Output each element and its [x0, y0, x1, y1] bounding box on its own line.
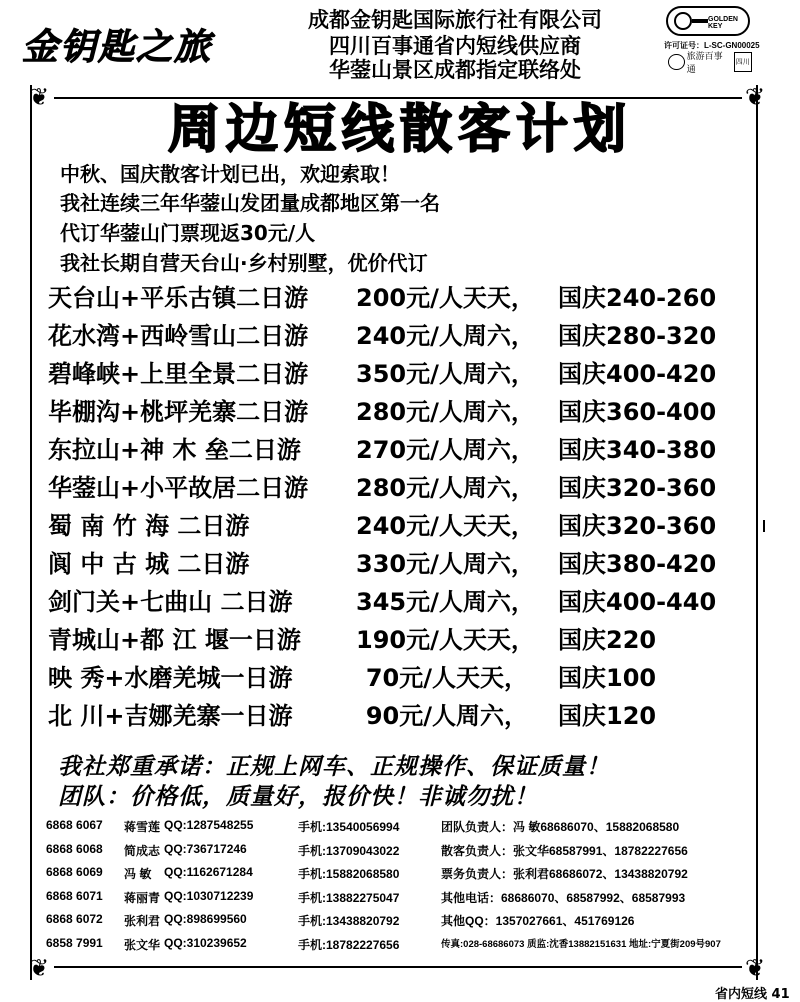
trip-row: [48, 622, 768, 658]
trip-price: 240元/人天天，: [356, 512, 535, 540]
trip-price: 330元/人周六，: [356, 550, 535, 578]
contact-mobile: 手机:13882275047: [298, 890, 400, 905]
contact-mobile: 手机:13438820792: [298, 914, 400, 929]
trip-price: 200元/人天天，: [356, 284, 535, 312]
intro-line: 中秋、国庆散客计划已出，欢迎索取！: [60, 162, 400, 186]
contact-name: 蒋丽青: [124, 890, 161, 905]
trip-row: [48, 394, 768, 430]
contact-row: [46, 862, 400, 886]
staff-contact-line: 票务负责人：张利君68686072、13438820792: [441, 867, 688, 882]
license-number: 许可证号：L-SC-GN00025: [664, 41, 760, 50]
contact-row: [46, 839, 400, 863]
key-icon: [674, 12, 692, 30]
staff-contact-line: 散客负责人：张文华68587991、18782227656: [441, 843, 688, 858]
trip-holiday-price: 国庆100: [558, 664, 657, 692]
contact-qq: QQ:736717246: [164, 841, 247, 856]
contact-row: [46, 933, 400, 957]
trip-route: 北 川+吉娜羌寨一日游: [48, 702, 293, 730]
intro-line: 我社连续三年华蓥山发团量成都地区第一名: [60, 191, 440, 215]
company-name: 成都金钥匙国际旅行社有限公司: [308, 8, 602, 32]
trip-holiday-price: 国庆400-440: [558, 588, 717, 616]
trip-holiday-price: 国庆380-420: [558, 550, 717, 578]
contact-name: 张利君: [124, 914, 161, 929]
trip-route: 青城山+都 江 堰一日游: [48, 626, 301, 654]
contact-mobile: 手机:13540056994: [298, 820, 400, 834]
trip-row: [48, 508, 768, 544]
contact-mobile: 手机:18782227656: [298, 937, 400, 952]
trip-row: [48, 584, 768, 620]
ornament-icon: ❦: [28, 954, 50, 982]
trip-holiday-price: 国庆360-400: [558, 398, 717, 426]
contact-extension: 6858 7991: [46, 935, 103, 950]
contact-name: 冯 敏: [124, 867, 152, 882]
staff-contact-line: 团队负责人：冯 敏68686070、15882068580: [441, 820, 680, 834]
ornament-icon: ❦: [744, 83, 766, 111]
contact-extension: 6868 6072: [46, 912, 103, 927]
partner-logo-text: 旅游百事通: [686, 52, 723, 75]
contact-qq: QQ:1287548255: [164, 818, 254, 832]
ornament-icon: ❦: [744, 954, 766, 982]
trip-price: 270元/人周六，: [356, 436, 535, 464]
trip-price: 280元/人周六，: [356, 474, 535, 502]
contact-name: 蒋雪莲: [124, 820, 161, 834]
contact-name: 简成志: [124, 843, 161, 858]
contact-qq: QQ:1030712239: [164, 888, 254, 903]
trip-price: 90元/人周六，: [365, 702, 528, 730]
trip-holiday-price: 国庆240-260: [558, 284, 717, 312]
company-subtitle: 华蓥山景区成都指定联络处: [329, 58, 581, 82]
trip-holiday-price: 国庆220: [558, 626, 657, 654]
trip-route: 碧峰峡+上里全景二日游: [48, 360, 309, 388]
trip-row: [48, 546, 768, 582]
trip-price: 345元/人周六，: [356, 588, 535, 616]
promise-line: 团队：价格低，质量好，报价快！非诚勿扰！: [58, 784, 538, 810]
divider: [54, 966, 742, 968]
trip-price: 280元/人周六，: [356, 398, 535, 426]
trip-row: [48, 318, 768, 354]
page-title: 周边短线散客计划: [167, 100, 632, 160]
trip-row: [48, 432, 768, 468]
partner-logo: [668, 52, 752, 75]
trip-holiday-price: 国庆400-420: [558, 360, 717, 388]
contact-extension: 6868 6071: [46, 888, 103, 903]
contact-list: [46, 815, 400, 957]
page-footer: 省内短线 41: [715, 987, 790, 1002]
trip-route: 剑门关+七曲山 二日游: [48, 588, 293, 616]
contact-mobile: 手机:15882068580: [298, 867, 400, 882]
trip-route: 天台山+平乐古镇二日游: [48, 284, 309, 312]
contact-qq: QQ:898699560: [164, 912, 247, 927]
trip-row: [48, 280, 768, 316]
trip-price: 70元/人天天，: [365, 664, 528, 692]
trip-holiday-price: 国庆120: [558, 702, 657, 730]
trip-holiday-price: 国庆320-360: [558, 512, 717, 540]
trip-row: [48, 356, 768, 392]
golden-key-logo: [666, 6, 750, 36]
contact-extension: 6868 6069: [46, 865, 103, 880]
trip-route: 映 秀+水磨羌城一日游: [48, 664, 293, 692]
edge-mark: [763, 520, 765, 532]
staff-contact-line: 其他电话：68686070、68587992、68587993: [441, 890, 686, 905]
contact-row: [46, 815, 400, 839]
trip-price: 240元/人周六，: [356, 322, 535, 350]
logo-text: GOLDEN KEY: [708, 16, 738, 30]
trip-row: [48, 470, 768, 506]
staff-contact-line: 传真:028-68686073 质监:沈香13882151631 地址:宁夏街209号907: [441, 938, 721, 950]
contact-extension: 6868 6067: [46, 818, 103, 832]
trip-route: 阆 中 古 城 二日游: [48, 550, 250, 578]
contact-qq: QQ:1162671284: [164, 865, 253, 880]
contact-mobile: 手机:13709043022: [298, 843, 400, 858]
trip-row: [48, 660, 768, 696]
contact-qq: QQ:310239652: [164, 935, 247, 950]
swirl-icon: [668, 54, 685, 70]
trip-holiday-price: 国庆320-360: [558, 474, 717, 502]
contact-row: [46, 886, 400, 910]
staff-list: [441, 815, 761, 957]
ornament-icon: ❦: [28, 83, 50, 111]
trip-holiday-price: 国庆280-320: [558, 322, 717, 350]
contact-name: 张文华: [124, 937, 161, 952]
trip-route: 花水湾+西岭雪山二日游: [48, 322, 309, 350]
contact-row: [46, 909, 400, 933]
promise-line: 我社郑重承诺：正规上网车、正规操作、保证质量！: [58, 754, 610, 780]
trip-route: 蜀 南 竹 海 二日游: [48, 512, 250, 540]
trip-row: [48, 698, 768, 734]
staff-contact-line: 其他QQ：1357027661、451769126: [441, 914, 635, 929]
partner-badge: 四川: [734, 52, 752, 72]
trip-holiday-price: 国庆340-380: [558, 436, 717, 464]
trip-route: 东拉山+神 木 垒二日游: [48, 436, 301, 464]
contact-extension: 6868 6068: [46, 841, 103, 856]
trip-price: 350元/人周六，: [356, 360, 535, 388]
trip-price: 190元/人天天，: [356, 626, 535, 654]
brand-logo-text: 金钥匙之旅: [22, 26, 213, 68]
trip-route: 毕棚沟+桃坪羌寨二日游: [48, 398, 309, 426]
intro-line: 代订华蓥山门票现返30元/人: [60, 221, 316, 245]
intro-line: 我社长期自营天台山·乡村别墅，优价代订: [60, 251, 428, 275]
company-subtitle: 四川百事通省内短线供应商: [329, 34, 581, 58]
trip-route: 华蓥山+小平故居二日游: [48, 474, 309, 502]
